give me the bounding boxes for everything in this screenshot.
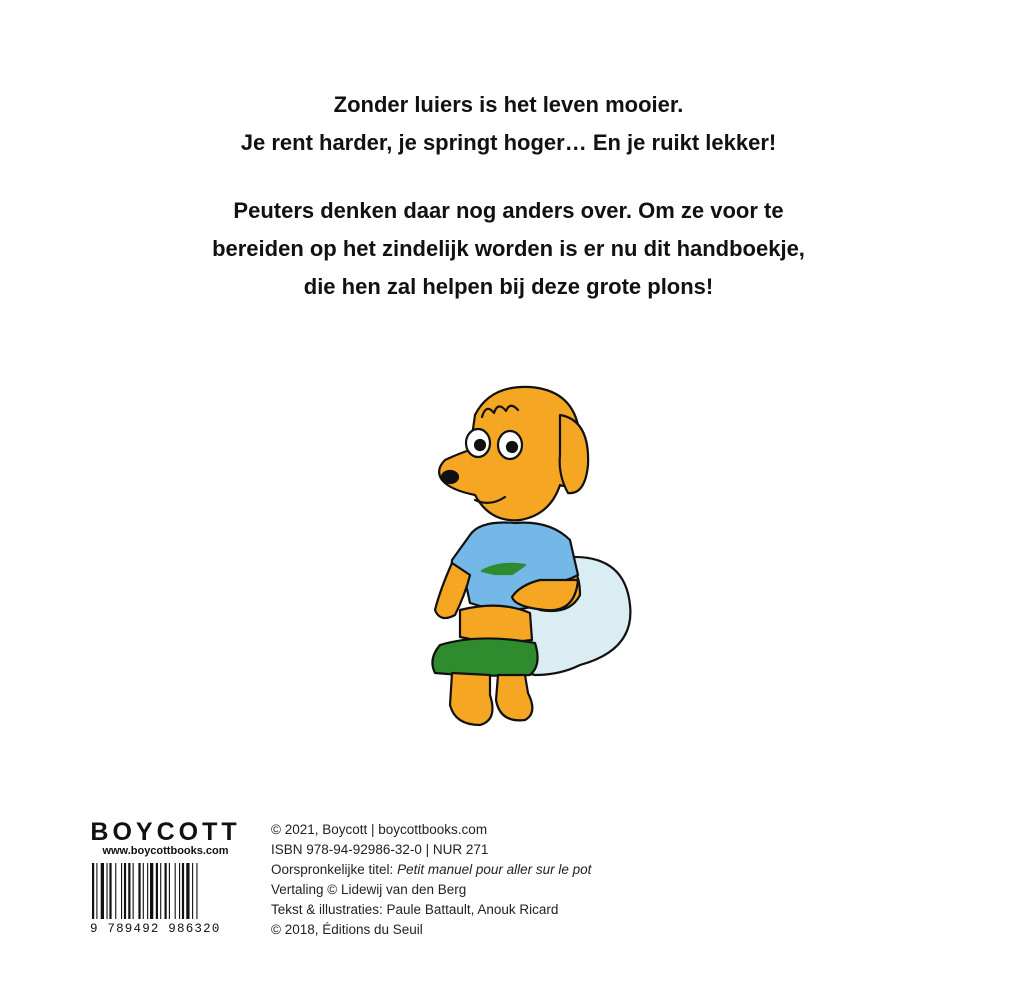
barcode-digits: 9 789492 986320	[90, 922, 221, 936]
translation-line: Vertaling © Lidewij van den Berg	[271, 882, 467, 897]
blurb-line: Je rent harder, je springt hoger… En je ruikt lekker!	[240, 130, 777, 155]
blurb-line: bereiden op het zindelijk worden is er nu dit handboekje,	[212, 236, 805, 261]
credits-block	[271, 820, 591, 940]
publisher-logo: BOYCOTT	[90, 818, 241, 846]
authors-line: Tekst & illustraties: Paule Battault, Anouk Ricard	[271, 902, 559, 917]
publisher-block	[88, 817, 248, 936]
original-copyright-line: © 2018, Éditions du Seuil	[271, 922, 423, 937]
blurb-line: Zonder luiers is het leven mooier.	[333, 92, 684, 117]
publisher-website: www.boycottbooks.com	[102, 845, 229, 857]
original-title-line: Oorspronkelijke titel: Petit manuel pour aller sur le pot	[271, 862, 592, 877]
pants	[432, 638, 537, 675]
copyright-line: © 2021, Boycott | boycottbooks.com	[271, 822, 488, 837]
back-cover-blurb	[0, 86, 1017, 306]
original-title: Petit manuel pour aller sur le pot	[397, 862, 592, 877]
dog-on-potty-illustration	[420, 375, 640, 735]
isbn-line: ISBN 978-94-92986-32-0 | NUR 271	[271, 842, 489, 857]
barcode	[88, 863, 243, 919]
blurb-line: Peuters denken daar nog anders over. Om ze voor te	[233, 198, 784, 223]
blurb-line: die hen zal helpen bij deze grote plons!	[303, 274, 714, 299]
